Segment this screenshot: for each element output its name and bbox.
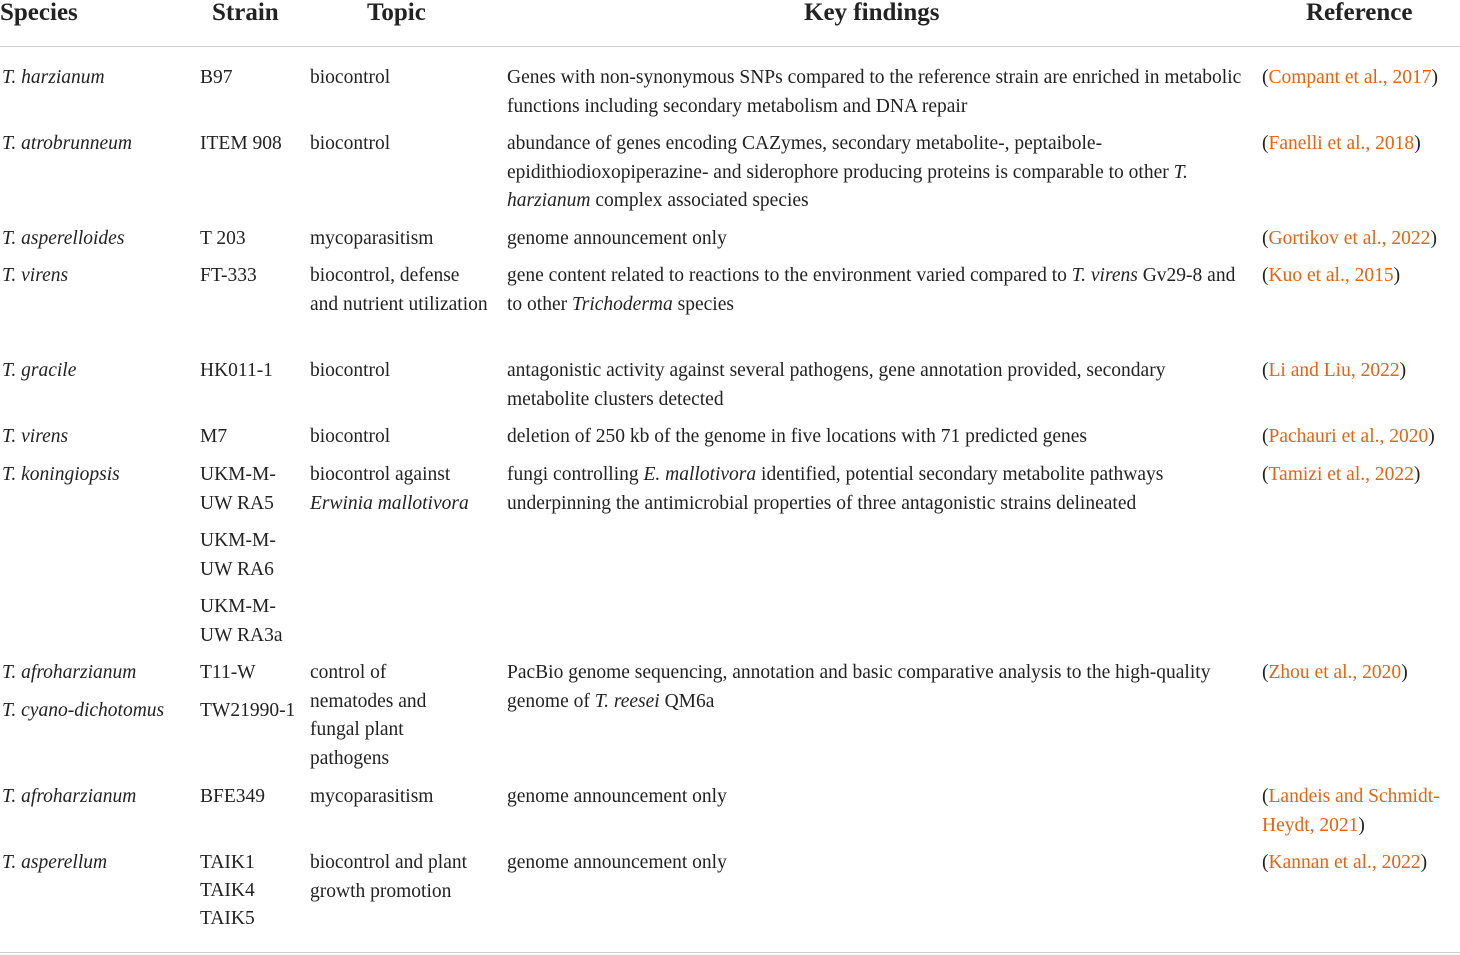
findings-text: species — [672, 293, 734, 315]
strain-cell: HK011-1 — [200, 360, 273, 381]
strain-cell: TAIK1 — [200, 852, 255, 873]
reference-cell — [1262, 423, 1435, 452]
header-reference: Reference — [1306, 0, 1413, 26]
footer-rule — [0, 952, 1460, 953]
strain-cell: UKM-M-UW RA5 — [200, 464, 276, 514]
ref-close: ) — [1414, 133, 1421, 154]
ref-open: ( — [1262, 360, 1269, 381]
reference-link[interactable]: Fanelli et al., 2018 — [1268, 133, 1415, 154]
findings-species: T. virens — [1071, 265, 1138, 286]
topic-cell — [310, 461, 495, 518]
species-cell: T. afroharzianum — [2, 662, 137, 683]
header-key-findings: Key findings — [804, 0, 940, 26]
findings-text: QM6a — [659, 690, 715, 712]
topic-cell: biocontrol, defense and nutrient utilization — [310, 265, 488, 315]
ref-open: ( — [1262, 464, 1269, 485]
species-cell: T. gracile — [2, 360, 77, 381]
strain-cell: M7 — [200, 426, 228, 447]
findings-text: Gv29-8 and to other — [507, 265, 1236, 315]
topic-cell: control of nematodes and fungal plant pathogens — [310, 662, 427, 769]
ref-close: ) — [1358, 814, 1365, 836]
strain-cell: TAIK4 — [200, 880, 255, 901]
ref-open: ( — [1262, 662, 1269, 683]
topic-cell: biocontrol and plant growth promotion — [310, 852, 468, 902]
strain-cell: ITEM 908 — [200, 133, 282, 154]
reference-cell — [1262, 262, 1400, 291]
reference-cell — [1262, 659, 1408, 688]
header-strain: Strain — [212, 0, 279, 26]
ref-close: ) — [1413, 464, 1421, 485]
ref-close: ) — [1401, 662, 1408, 683]
species-cell: T. asperellum — [2, 852, 108, 873]
reference-cell — [1262, 64, 1438, 93]
species-cell: T. cyano-dichotomus — [2, 700, 165, 721]
findings-species: T. reesei — [594, 690, 660, 712]
species-cell: T. afroharzianum — [2, 786, 137, 807]
strain-cell: T11-W — [200, 662, 256, 683]
findings-cell — [507, 262, 1247, 319]
findings-species: T. harzianum — [507, 161, 1188, 212]
findings-species: E. mallotivora — [643, 464, 757, 485]
reference-link[interactable]: Tamizi et al., 2022 — [1268, 464, 1414, 485]
reference-cell — [1262, 461, 1420, 490]
topic-text: biocontrol against — [310, 464, 451, 485]
findings-cell: deletion of 250 kb of the genome in five locations with 71 predicted genes — [507, 426, 1087, 447]
reference-link-cont[interactable]: Heydt, 2021 — [1262, 814, 1359, 836]
reference-link[interactable]: Compant et al., 2017 — [1268, 67, 1432, 88]
ref-open: ( — [1262, 133, 1269, 154]
strain-cell: UKM-M-UW RA3a — [200, 596, 283, 646]
findings-cell — [507, 130, 1247, 216]
findings-cell: genome announcement only — [507, 852, 727, 873]
reference-cell — [1262, 783, 1440, 840]
findings-text: fungi controlling — [507, 464, 644, 485]
findings-text: identified, potential secondary metabolite pathways underpinning the antimicrobial properties of three antagonistic strains delineated — [507, 464, 1164, 514]
strain-cell: UKM-M-UW RA6 — [200, 530, 276, 580]
findings-cell: genome announcement only — [507, 786, 727, 807]
strain-cell: FT-333 — [200, 265, 257, 286]
ref-close: ) — [1399, 360, 1407, 381]
ref-open: ( — [1262, 852, 1269, 873]
topic-cell: mycoparasitism — [310, 228, 434, 249]
species-cell: T. virens — [2, 426, 69, 447]
findings-text: complex associated species — [590, 190, 809, 212]
ref-close: ) — [1431, 67, 1439, 88]
header-rule — [0, 46, 1460, 47]
topic-cell: biocontrol — [310, 426, 391, 447]
species-cell: T. harzianum — [2, 67, 105, 88]
findings-cell — [507, 659, 1247, 716]
ref-open: ( — [1262, 228, 1269, 249]
ref-open: ( — [1262, 426, 1269, 447]
findings-cell: Genes with non-synonymous SNPs compared to the reference strain are enriched in metabolic functions including secondary metabolism and DNA repair — [507, 67, 1242, 117]
reference-cell — [1262, 225, 1437, 254]
strain-cell: TAIK5 — [200, 908, 255, 929]
reference-link[interactable]: Landeis and Schmidt- — [1268, 786, 1440, 807]
header-species: Species — [0, 0, 78, 26]
reference-cell — [1262, 357, 1406, 386]
ref-close: ) — [1430, 228, 1437, 249]
findings-cell — [507, 461, 1247, 518]
findings-genus: Trichoderma — [571, 293, 673, 315]
reference-link[interactable]: Zhou et al., 2020 — [1268, 662, 1402, 683]
strain-cell: B97 — [200, 67, 233, 88]
ref-close: ) — [1393, 265, 1401, 286]
findings-cell: antagonistic activity against several pathogens, gene annotation provided, secondary metabolite clusters detected — [507, 360, 1166, 410]
topic-pathogen: Erwinia mallotivora — [310, 492, 469, 514]
reference-link[interactable]: Kuo et al., 2015 — [1268, 265, 1394, 286]
ref-close: ) — [1420, 852, 1428, 873]
reference-link[interactable]: Li and Liu, 2022 — [1268, 360, 1400, 381]
header-topic: Topic — [367, 0, 426, 26]
findings-cell: genome announcement only — [507, 228, 727, 249]
ref-close: ) — [1428, 426, 1435, 447]
reference-link[interactable]: Gortikov et al., 2022 — [1268, 228, 1431, 249]
species-cell: T. virens — [2, 265, 69, 286]
ref-open: ( — [1262, 786, 1269, 807]
ref-open: ( — [1262, 265, 1269, 286]
reference-cell — [1262, 130, 1421, 159]
topic-cell: mycoparasitism — [310, 786, 434, 807]
findings-text: PacBio genome sequencing, annotation and basic comparative analysis to the high-quality genome of — [507, 662, 1211, 712]
species-cell: T. atrobrunneum — [2, 133, 133, 154]
topic-cell: biocontrol — [310, 360, 391, 381]
topic-cell: biocontrol — [310, 133, 391, 154]
strain-cell: T 203 — [200, 228, 246, 249]
strain-cell: TW21990-1 — [200, 700, 296, 721]
species-cell: T. koningiopsis — [2, 464, 120, 485]
findings-text: gene content related to reactions to the environment varied compared to — [507, 265, 1072, 286]
reference-link[interactable]: Pachauri et al., 2020 — [1268, 426, 1429, 447]
reference-link[interactable]: Kannan et al., 2022 — [1268, 852, 1421, 873]
species-cell: T. asperelloides — [2, 228, 125, 249]
strain-cell: BFE349 — [200, 786, 266, 807]
findings-text: abundance of genes encoding CAZymes, secondary metabolite-, peptaibole-epidithiodioxopiperazine- and siderophore producing proteins is comparable to other — [507, 133, 1174, 183]
ref-open: ( — [1262, 67, 1269, 88]
topic-cell: biocontrol — [310, 67, 391, 88]
reference-cell — [1262, 849, 1427, 878]
